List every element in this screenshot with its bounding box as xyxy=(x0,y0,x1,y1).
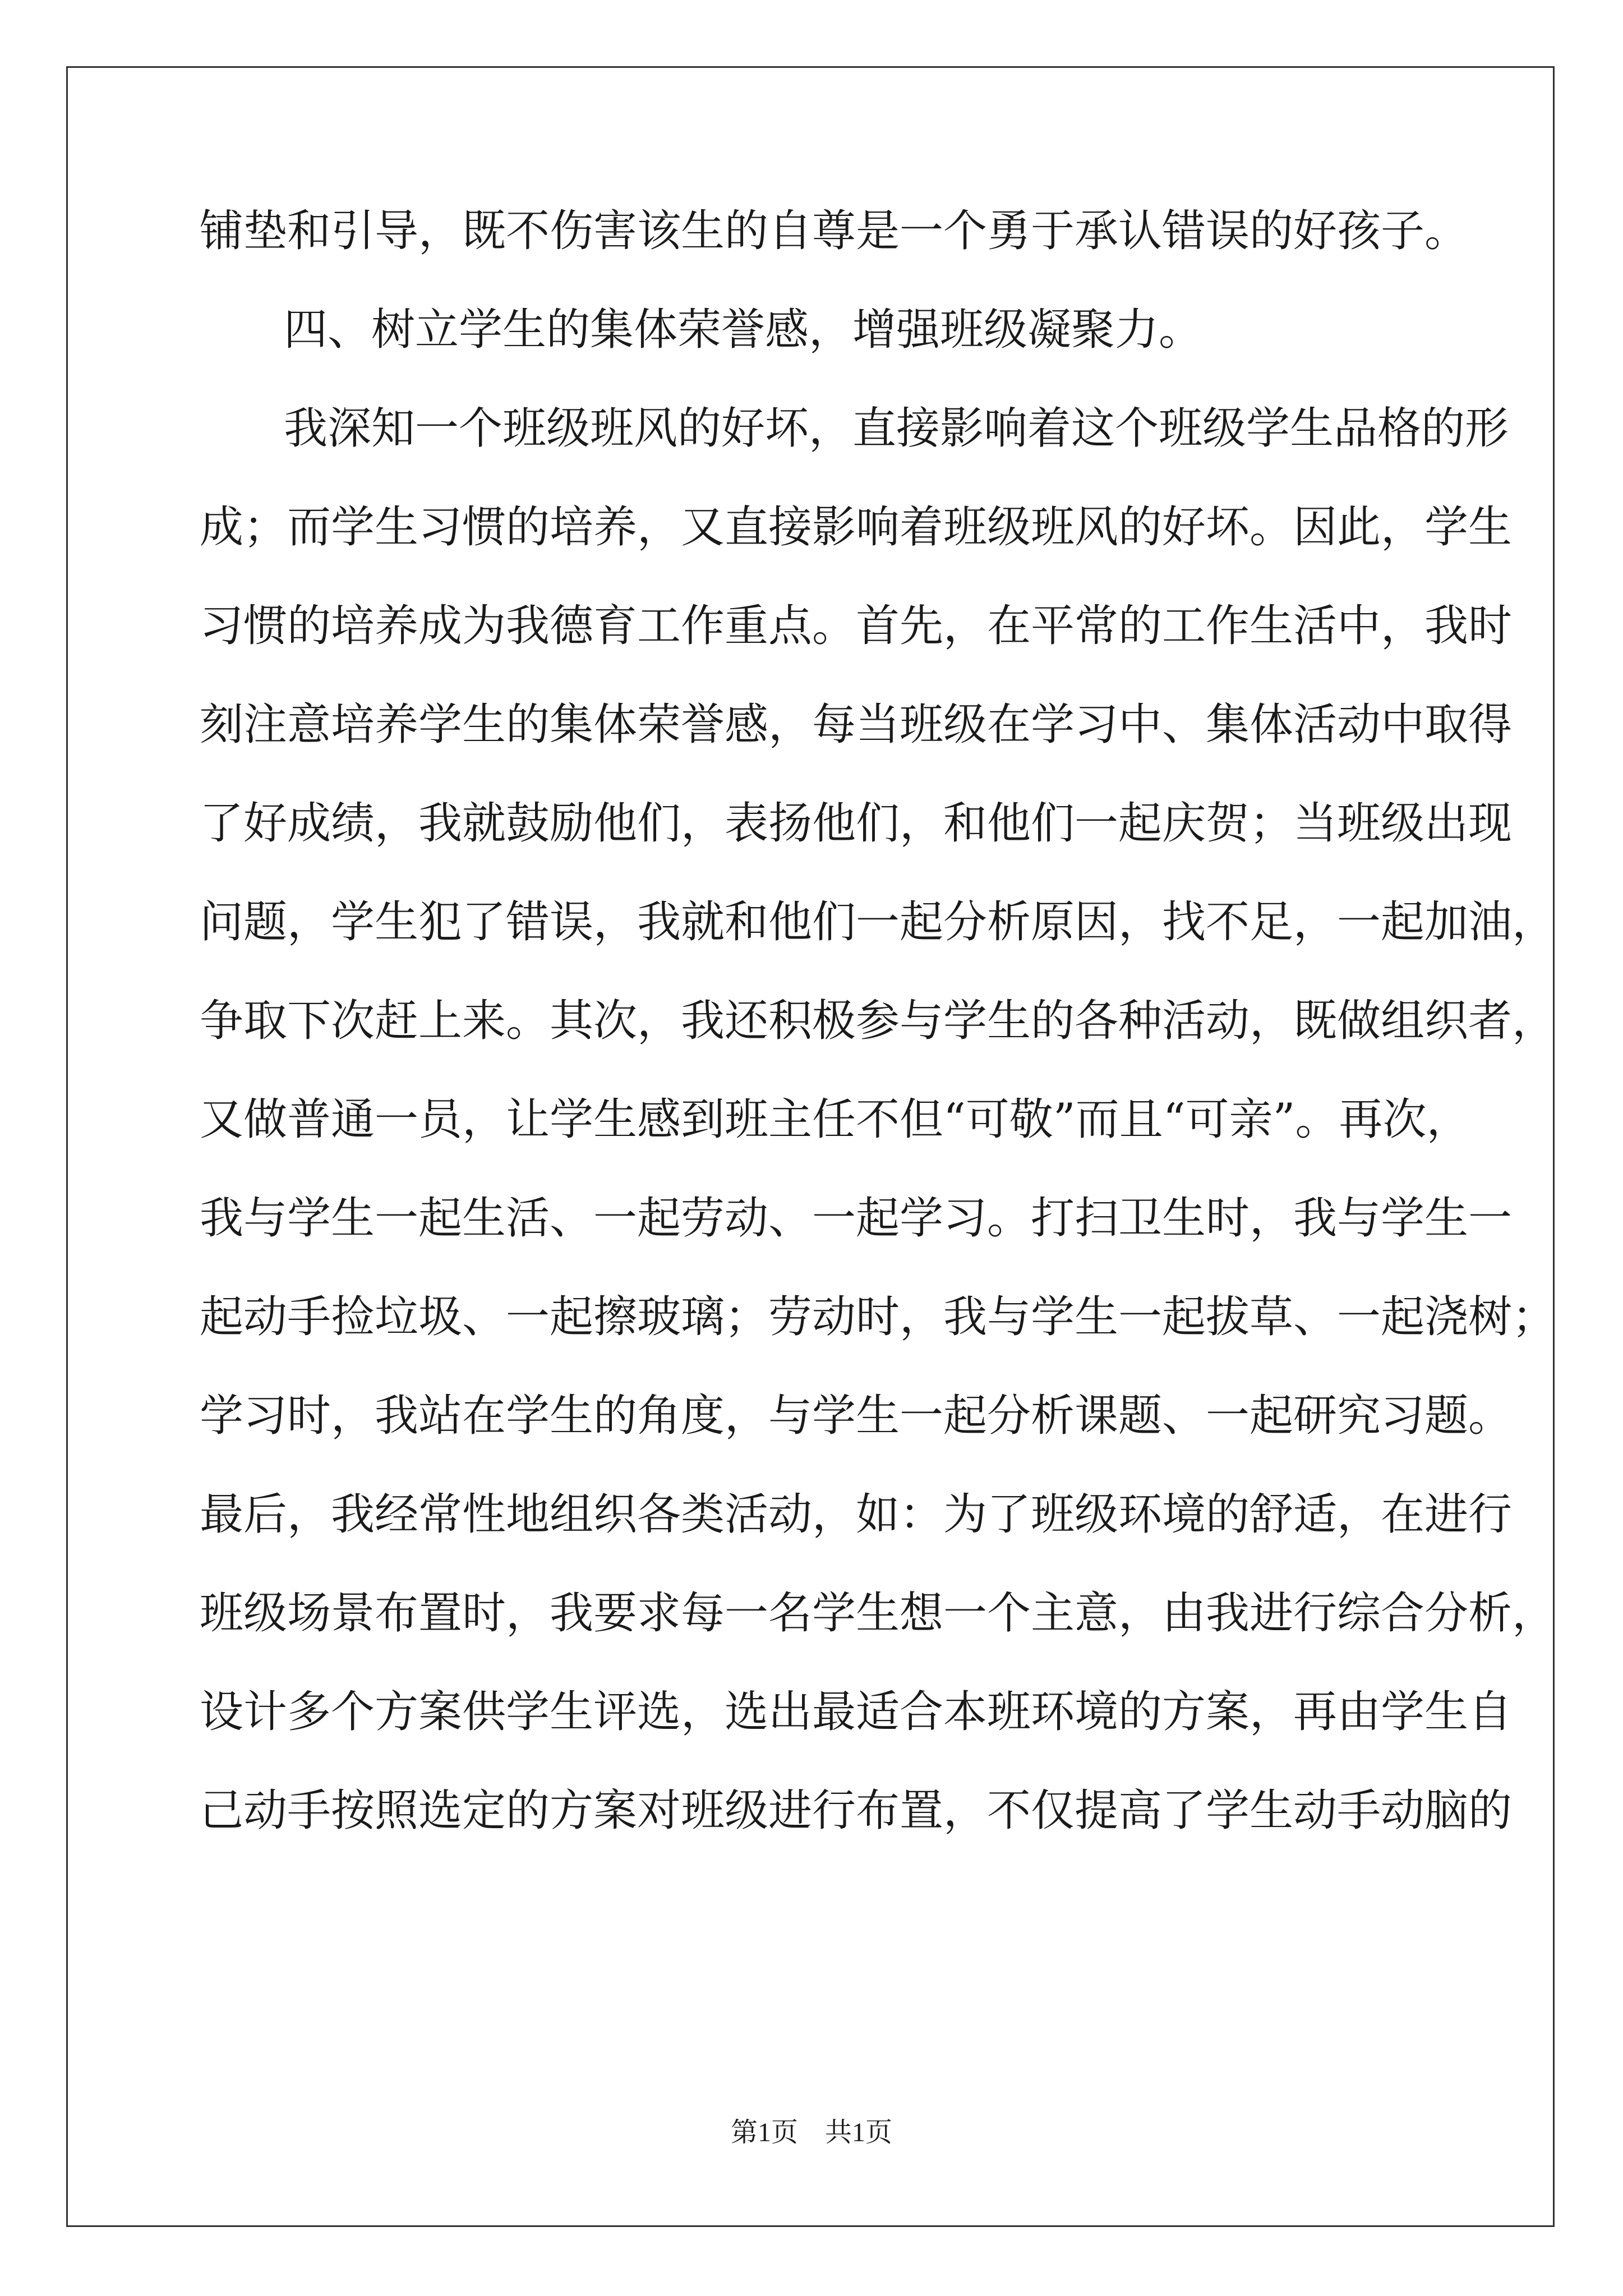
paragraph-first-line: 我深知一个班级班风的好坏，直接影响着这个班级学生品格的形 xyxy=(284,403,1509,454)
page-number-footer: 第1页 共1页 xyxy=(730,2118,892,2147)
body-line: 学习时，我站在学生的角度，与学生一起分析课题、一起研究习题。 xyxy=(200,1391,1513,1441)
body-line: 最后，我经常性地组织各类活动，如：为了班级环境的舒适，在进行 xyxy=(200,1489,1513,1540)
body-line: 班级场景布置时，我要求每一名学生想一个主意，由我进行综合分析， xyxy=(200,1588,1556,1639)
body-line: 成；而学生习惯的培养，又直接影响着班级班风的好坏。因此，学生 xyxy=(200,502,1513,553)
body-line: 起动手捡垃圾、一起擦玻璃；劳动时，我与学生一起拔草、一起浇树； xyxy=(200,1292,1556,1342)
body-line: 习惯的培养成为我德育工作重点。首先，在平常的工作生活中，我时 xyxy=(200,601,1513,651)
body-line: 问题，学生犯了错误，我就和他们一起分析原因，找不足，一起加油， xyxy=(200,897,1556,947)
section-heading: 四、树立学生的集体荣誉感，增强班级凝聚力。 xyxy=(284,305,1203,355)
body-line: 设计多个方案供学生评选，选出最适合本班环境的方案，再由学生自 xyxy=(200,1687,1513,1737)
body-line: 铺垫和引导，既不伤害该生的自尊是一个勇于承认错误的好孩子。 xyxy=(200,206,1469,256)
body-line: 己动手按照选定的方案对班级进行布置，不仅提高了学生动手动脑的 xyxy=(200,1786,1513,1836)
body-line: 争取下次赶上来。其次，我还积极参与学生的各种活动，既做组织者， xyxy=(200,996,1556,1046)
body-line: 我与学生一起生活、一起劳动、一起学习。打扫卫生时，我与学生一 xyxy=(200,1193,1513,1244)
body-line: 又做普通一员，让学生感到班主任不但“可敬”而且“可亲”。再次， xyxy=(200,1094,1470,1145)
body-line: 了好成绩，我就鼓励他们，表扬他们，和他们一起庆贺；当班级出现 xyxy=(200,798,1513,849)
body-line: 刻注意培养学生的集体荣誉感，每当班级在学习中、集体活动中取得 xyxy=(200,700,1513,750)
